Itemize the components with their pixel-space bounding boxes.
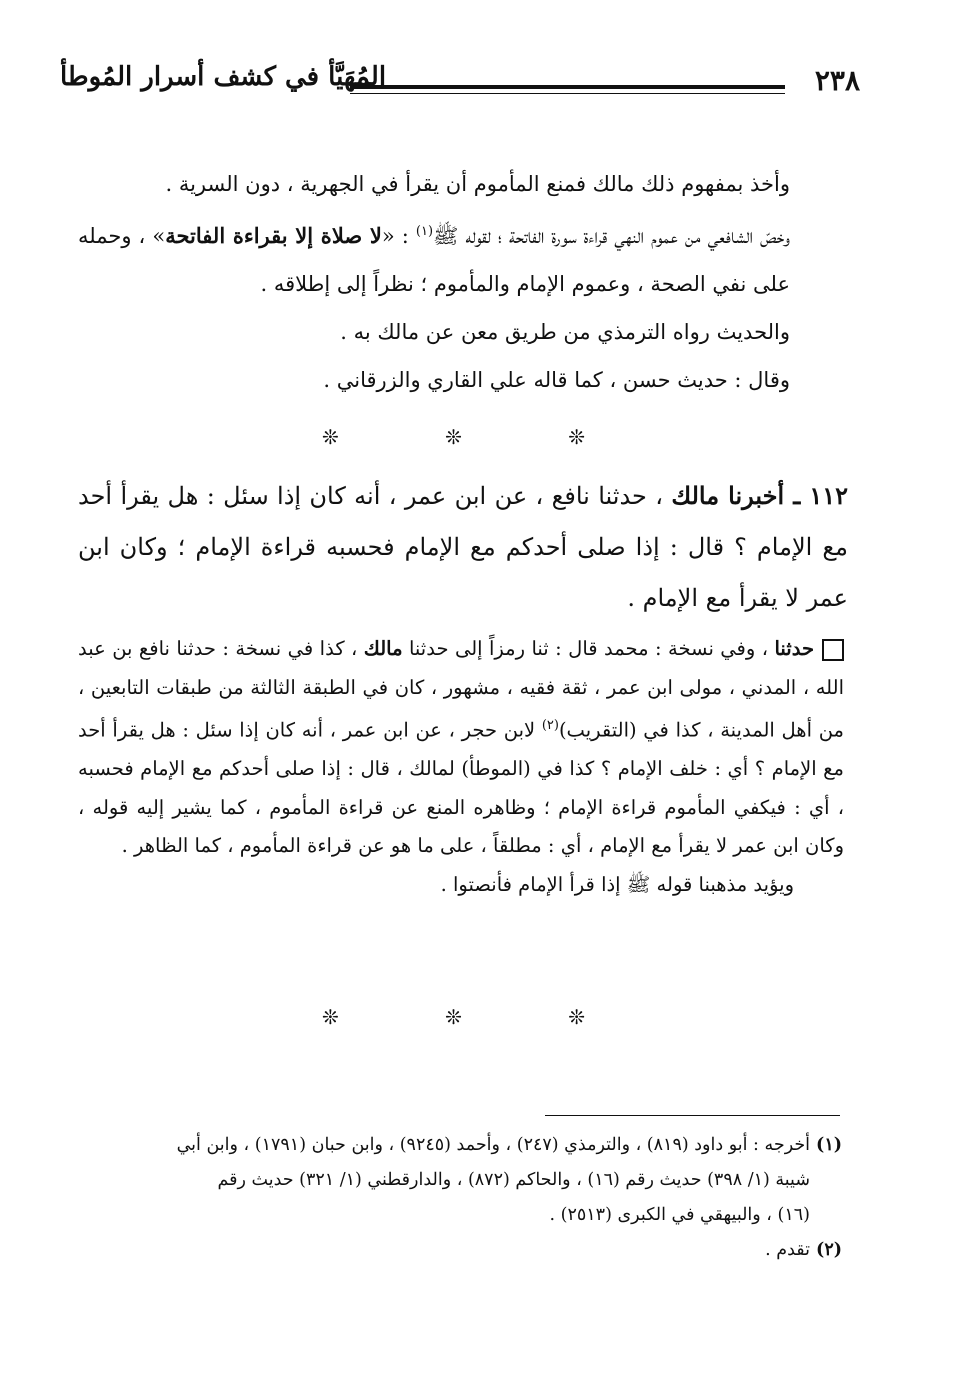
intro-line: والحديث رواه الترمذي من طريق معن عن مالك به . — [340, 320, 790, 344]
hadith-body: ، حدثنا نافع ، عن ابن عمر ، أنه كان إذا سئل : هل يقرأ أحد مع الإمام ؟ قال : إذا صلى أحدكم مع الإمام فحسبه قراءة الإمام ؛ وكان ابن عمر لا يقرأ مع الإمام . — [78, 482, 848, 612]
footnote-number: (٢) — [816, 1240, 842, 1260]
footnote-text: أخرجه : أبو داود (٨١٩) ، والترمذي (٢٤٧) ، وأحمد (٩٢٤٥) ، وابن حبان (١٧٩١) ، وابن أبي — [176, 1135, 811, 1155]
footnote-rule — [545, 1115, 840, 1116]
text-segment: ، كذا في نسخة : حدثنا نافع بن عبد الله ، المدني ، مولى ابن عمر ، ثقة فقيه ، مشهور ، كان في الطبقة الثالثة من طبقات التابعين ، من أهل المدينة ، كذا في (التقريب) — [78, 637, 844, 742]
footnote-ref: (١) — [415, 224, 434, 239]
square-icon — [822, 639, 844, 661]
hadith-heading: ١١٢ ـ أخبرنا مالك — [671, 481, 848, 510]
text-segment: ، وفي نسخة : محمد قال : ثنا رمزاً إلى حدثنا — [402, 637, 775, 660]
page-number: ٢٣٨ — [814, 64, 860, 97]
intro-text — [78, 160, 840, 404]
text-segment: وخصّ الشافعي من عموم النهي قراءة سورة الفاتحة ؛ لقوله ﷺ — [433, 224, 791, 248]
hadith-text — [78, 470, 848, 624]
footnote-1 — [72, 1128, 842, 1163]
footnote-1-cont: شيبة (١/ ٣٩٨) حديث رقم (١٦) ، والحاكم (٨٧٢) ، والدارقطني (١/ ٣٢١) حديث رقم — [217, 1170, 810, 1190]
footnote-number: (١) — [816, 1135, 842, 1155]
intro-line: وقال : حديث حسن ، كما قاله علي القاري والزرقاني . — [323, 368, 790, 392]
footnote-2 — [72, 1233, 842, 1268]
header-rule — [350, 85, 785, 89]
quoted-hadith: لا صلاة إلا بقراءة الفاتحة — [165, 223, 382, 248]
text-segment: لابن حجر ، عن ابن عمر ، أنه كان إذا سئل : هل يقرأ أحد مع الإمام ؟ أي : خلف الإمام ؟ كذا في (الموطأ) لمالك ، قال : إذا صلى أحدكم مع الإمام فحسبه ، أي : فيكفي المأموم قراءة الإمام ؛ وظاهره المنع عن قراءة المأموم ، كما يشير إليه قوله ، وكان ابن عمر لا يقرأ مع الإمام ، أي : مطلقاً ، على ما هو عن قراءة المأموم ، كما الظاهر . — [78, 718, 844, 857]
text-segment: : « — [381, 224, 416, 248]
separator-stars: ❊ ❊ ❊ — [322, 425, 635, 449]
footnote-1-cont: (١٦) ، والبيهقي في الكبرى (٢٥١٣) . — [549, 1205, 810, 1225]
commentary-lead: حدثنا — [774, 637, 814, 660]
commentary — [78, 630, 844, 904]
page-header — [60, 60, 860, 110]
commentary-paragraph — [78, 630, 844, 866]
footnote-ref: (٢) — [541, 718, 559, 733]
commentary-last-line: ويؤيد مذهبنا قوله ﷺ إذا قرأ الإمام فأنصتوا . — [440, 872, 794, 896]
commentary-malik: مالك — [363, 637, 403, 660]
footnotes — [72, 1128, 842, 1268]
text-segment: » ، وحمله على نفي الصحة ، وعموم الإمام والمأموم ؛ نظراً إلى إطلاقه . — [78, 224, 790, 296]
hadith-paragraph — [78, 470, 848, 624]
separator-stars: ❊ ❊ ❊ — [322, 1005, 635, 1029]
book-title: المُهَيَّأ في كشف أسرار المُوطأ — [60, 62, 387, 92]
footnote-text: تقدم . — [765, 1240, 811, 1260]
intro-paragraph — [78, 208, 840, 308]
intro-line: وأخذ بمفهوم ذلك مالك فمنع المأموم أن يقرأ في الجهرية ، دون السرية . — [165, 172, 790, 196]
